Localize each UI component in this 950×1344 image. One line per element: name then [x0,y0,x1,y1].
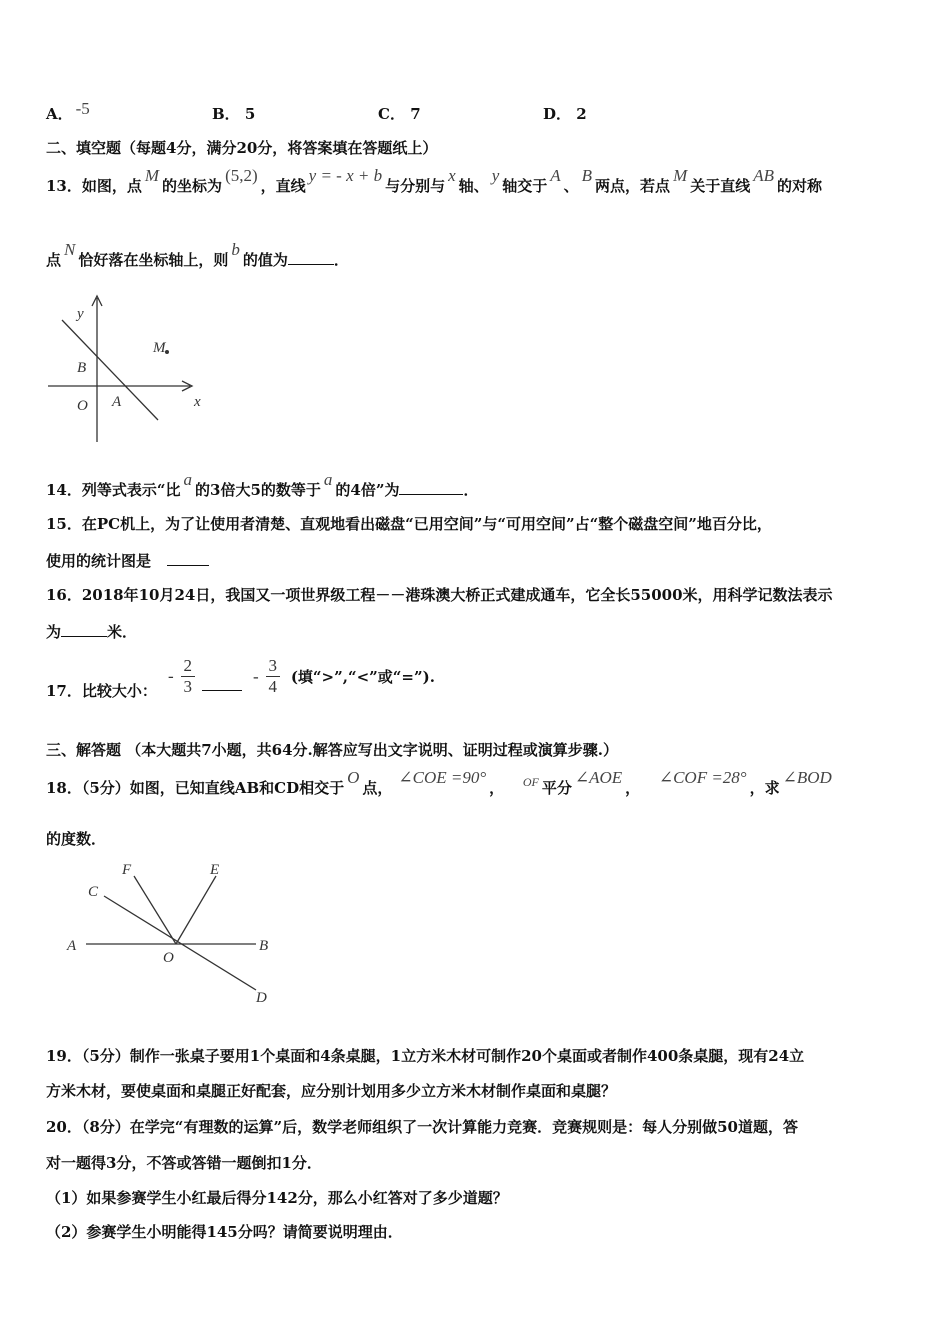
fraction-comparison: - $\frac{2}{3}$ - $\frac{3}{4}$ (填“>”,“<”或“=”). [168,656,435,696]
question-16-line-2: 为 米． [46,623,138,641]
label-e: E [210,862,220,878]
label-o: O [77,398,88,414]
ray-oe [176,876,216,944]
label-o: O [163,950,174,966]
answer-blank-13[interactable] [288,250,334,265]
point-m [165,350,169,354]
question-19-line-2: 方米木材，要使桌面和桌腿正好配套，应分别计划用多少立方米木材制作桌面和桌腿？ [46,1082,617,1100]
ray-of [134,876,176,944]
line-cd [104,896,256,990]
question-20-line-2: 对一题得3分，不答或答错一题倒扣1分． [46,1154,322,1172]
label-c: C [88,884,99,900]
label-d: D [256,990,267,1006]
figure-q18-angles [60,858,290,1008]
question-16-line-1: 16．2018年10月24日，我国又一项世界级工程－－港珠澳大桥正式建成通车，它全长55000米，用科学记数法表示 [46,586,833,604]
question-13-line-2: 点N恰好落在坐标轴上，则b的值为 ． [46,240,349,269]
label-y: y [77,306,84,322]
label-f: F [122,862,132,878]
label-a: A [67,938,77,954]
label-x: x [194,394,201,410]
question-18-line-2: 的度数． [46,830,107,848]
question-18-line-1: 18．（5分）如图，已知直线AB和CD相交于O点，∠COE =90°， $^{OF}$ 平分∠AOE， ∠COF =28°，求∠BOD [46,768,832,797]
section-heading-solutions: 三、解答题 （本大题共7小题，共64分.解答应写出文字说明、证明过程或演算步骤.） [46,741,618,759]
answer-blank-16[interactable] [61,622,107,637]
figure-q13-coordinate-plane [40,290,220,450]
question-20-part-2: （2）参赛学生小明能得145分吗？请简要说明理由． [46,1223,403,1241]
label-b: B [77,360,87,376]
answer-blank-15[interactable] [167,551,209,566]
fraction-three-quarters: $\frac{3}{4}$ [264,656,282,697]
question-20-line-1: 20．（8分）在学完“有理数的运算”后，数学老师组织了一次计算能力竞赛．竞赛规则是：每人分别做50道题，答 [46,1118,798,1136]
option-d: D． 2 [543,105,587,123]
question-15-line-1: 15．在PC机上，为了让使用者清楚、直观地看出磁盘“已用空间”与“可用空间”占“整个磁盘空间”地百分比， [46,515,772,533]
label-a: A [112,394,122,410]
option-c: C． 7 [378,105,421,123]
option-b: B． 5 [212,105,256,123]
question-19-line-1: 19．（5分）制作一张桌子要用1个桌面和4条桌腿，1立方米木材可制作20个桌面或者制作400条桌腿，现有24立 [46,1047,805,1065]
question-15-line-2: 使用的统计图是 [46,551,209,571]
fraction-two-thirds: $\frac{2}{3}$ [179,656,197,697]
option-a: A． -5 [46,99,90,123]
question-13-line-1: 13．如图，点M的坐标为(5,2)，直线y = - x + b与分别与x轴、y轴交于A、B两点，若点M关于直线AB的对称 [46,166,823,195]
question-20-part-1: （1）如果参赛学生小红最后得分142分，那么小红答对了多少道题？ [46,1189,508,1207]
section-heading-fill-in: 二、填空题（每题4分，满分20分，将答案填在答题纸上） [46,139,438,157]
answer-blank-14[interactable] [399,480,463,495]
question-17: 17．比较大小： [46,682,157,700]
question-14: 14．列等式表示“比a的3倍大5的数等于a的4倍”为 ． [46,470,479,499]
label-m: M [153,340,166,356]
label-b: B [259,938,269,954]
answer-blank-17[interactable] [202,676,242,691]
